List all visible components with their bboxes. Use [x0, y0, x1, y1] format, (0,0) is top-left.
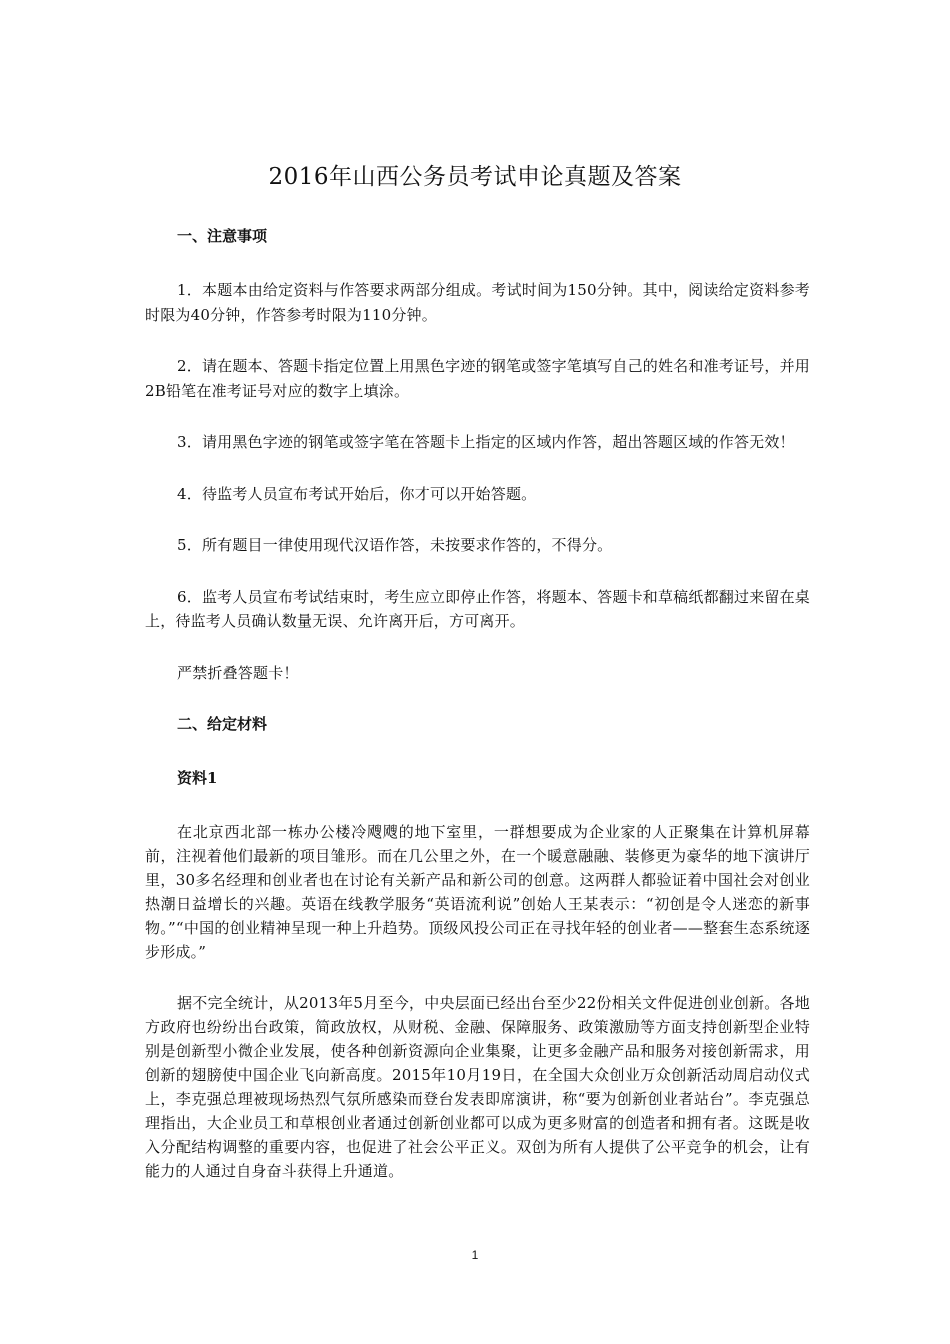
material-1-heading: 资料1 [177, 769, 218, 787]
section-heading-notes: 一、注意事项 [177, 227, 268, 245]
note-item-5: 5．所有题目一律使用现代汉语作答，未按要求作答的，不得分。 [177, 536, 613, 554]
note-warning: 严禁折叠答题卡！ [177, 663, 299, 682]
page-number: 1 [471, 1248, 479, 1262]
document-title: 2016年山西公务员考试申论真题及答案 [268, 164, 682, 190]
section-heading-materials: 二、给定材料 [177, 715, 268, 733]
document-body [145, 224, 810, 1210]
note-item-2: 2．请在题本、答题卡指定位置上用黑色字迹的钢笔或签字笔填写自己的姓名和准考证号，并用2B铅笔在准考证号对应的数字上填涂。 [145, 357, 810, 400]
note-item-4: 4．待监考人员宣布考试开始后，你才可以开始答题。 [177, 484, 537, 503]
note-item-6: 6．监考人员宣布考试结束时，考生应立即停止作答，将题本、答题卡和草稿纸都翻过来留在桌上，待监考人员确认数量无误、允许离开后，方可离开。 [145, 587, 810, 630]
material-1-paragraph-2: 据不完全统计，从2013年5月至今，中央层面已经出台至少22份相关文件促进创业创新。各地方政府也纷纷出台政策，简政放权，从财税、金融、保障服务、政策激励等方面支持创新型企业特别是创新型小微企业发展，使各种创新资源向企业集聚，让更多金融产品和服务对接创新需求，用创新的翅膀使中国企业飞向新高度。2015年10月19日，在全国大众创业万众创新活动周启动仪式上，李克强总理被现场热烈气氛所感染而登台发表即席演讲，称“要为创新创业者站台”。李克强总理指出，大企业员工和草根创业者通过创新创业都可以成为更多财富的创造者和拥有者。这既是收入分配结构调整的重要内容，也促进了社会公平正义。双创为所有人提供了公平竞争的机会，让有能力的人通过自身奋斗获得上升通道。 [145, 994, 810, 1180]
note-item-3: 3．请用黑色字迹的钢笔或签字笔在答题卡上指定的区域内作答，超出答题区域的作答无效！ [177, 433, 795, 451]
note-item-1: 1．本题本由给定资料与作答要求两部分组成。考试时间为150分钟。其中，阅读给定资料参考时限为40分钟，作答参考时限为110分钟。 [145, 281, 810, 324]
material-1-paragraph-1: 在北京西北部一栋办公楼冷飕飕的地下室里，一群想要成为企业家的人正聚集在计算机屏幕前，注视着他们最新的项目雏形。而在几公里之外，在一个暖意融融、装修更为豪华的地下演讲厅里，30多名经理和创业者也在讨论有关新产品和新公司的创意。这两群人都验证着中国社会对创业热潮日益增长的兴趣。英语在线教学服务“英语流利说”创始人王某表示：“初创是令人迷恋的新事物。”“中国的创业精神呈现一种上升趋势。顶级风投公司正在寻找年轻的创业者——整套生态系统逐步形成。” [145, 823, 810, 961]
